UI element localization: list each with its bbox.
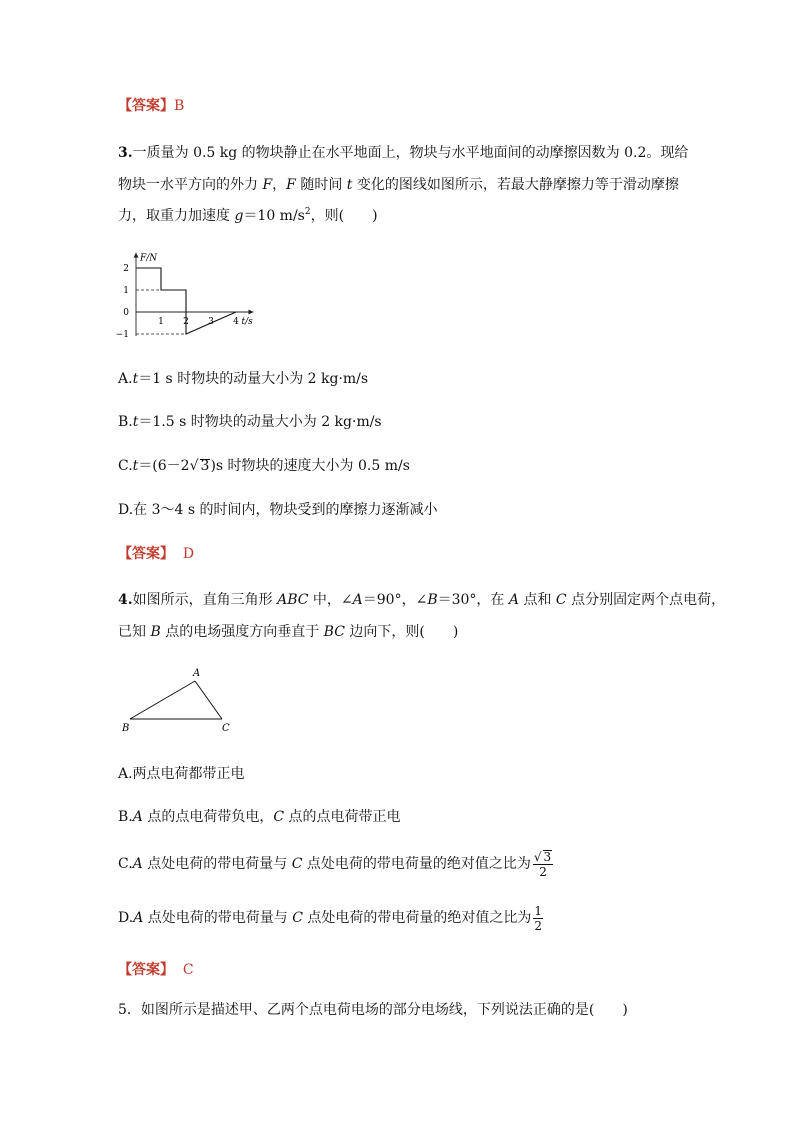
question-number: 4. [118,592,133,608]
answer-line-q3 [118,545,194,563]
y-axis-arrow [134,253,139,258]
option-letter: B. [118,414,133,430]
var-bc: BC [323,624,345,640]
sqrt-radicand: 3 [543,849,552,864]
stem-text: 已知 [118,624,151,640]
option-text: 点处电荷的带电荷量的绝对值之比为 [302,856,531,872]
vertex-label-c: C [222,723,230,734]
stem-text: ，则( ) [310,208,378,224]
stem-text: 点的电场强度方向垂直于 [160,624,324,640]
y-tick-label: 0 [123,308,129,318]
answer-value: B [174,98,185,114]
y-tick-label: 2 [123,264,129,274]
var-c: C [292,910,303,926]
option-text: ＝1 s 时物块的动量大小为 2 kg·m/s [138,371,369,387]
fraction-denominator: 2 [539,864,547,879]
option-text: 点处电荷的带电荷量与 [143,910,293,926]
var-a: A [352,592,363,608]
superscript: 2 [304,207,311,217]
stem-text: 一质量为 0.5 kg 的物块静止在水平地面上，物块与水平地面间的动摩擦因数为 0.2。现给 [132,145,689,161]
fraction-numerator: 1 [534,903,543,918]
var-a: A [133,910,144,926]
q3-option-b [118,413,382,431]
stem-text: ， [272,177,287,193]
x-tick-label: 2 [183,317,189,327]
var-F: F [262,177,273,193]
option-text: 点处电荷的带电荷量的绝对值之比为 [302,910,532,926]
sqrt-symbol: √ [189,458,199,474]
answer-line-q2 [118,97,184,115]
triangle-side-ac [195,681,222,719]
x-tick-label: 4 [233,317,239,327]
q4-option-b [118,808,401,826]
x-tick-label: 1 [158,317,164,327]
var-abc: ABC [277,592,309,608]
stem-text: 点和 [519,592,556,608]
fraction [533,904,543,933]
answer-label: 【答案】 [118,962,174,978]
option-text: 点处电荷的带电荷量与 [142,856,292,872]
y-axis-label: F/N [140,253,158,264]
force-series-line [136,268,236,334]
stem-text: ＝10 m/s [243,208,305,224]
triangle-abc-figure [118,664,248,736]
x-axis-label: t/s [241,317,253,327]
stem-text: 边向下，则( ) [344,624,459,640]
option-text: D.在 3～4 s 的时间内，物块受到的摩擦力逐渐减小 [118,502,438,518]
stem-text: ＝30°，在 [437,592,509,608]
var-b: B [427,592,438,608]
q4-option-d [118,903,543,933]
q4-option-a [118,765,245,783]
var-t: t [346,177,353,193]
var-g: g [234,208,244,224]
sqrt-radicand: 3 [200,458,210,474]
fraction [533,850,553,879]
var-c: C [555,592,567,608]
var-b: B [150,624,161,640]
stem-text: ＝90°，∠ [362,592,428,608]
stem-text: 点分别固定两个点电荷， [566,592,726,608]
option-text: 点的点电荷带负电， [142,809,274,825]
stem-text: 如图所示，直角三角形 [132,592,278,608]
var-t: t [132,371,139,387]
question-number: 3. [118,145,133,161]
stem-text: 物块一水平方向的外力 [118,177,263,193]
option-text: 点的点电荷带正电 [284,809,401,825]
x-axis-arrow [249,310,254,315]
q3-stem-line-1 [118,144,688,162]
y-tick-label: 1 [123,286,129,296]
option-text: ＝1.5 s 时物块的动量大小为 2 kg·m/s [138,414,382,430]
vertex-label-b: B [122,723,130,734]
y-tick-label: −1 [115,330,129,340]
stem-text: 5．如图所示是描述甲、乙两个点电荷电场的部分电场线，下列说法正确的是( ) [118,1002,628,1018]
option-text: )s 时物块的速度大小为 0.5 m/s [210,458,410,474]
var-t: t [132,414,139,430]
option-text: A.两点电荷都带正电 [118,766,245,782]
fraction-numerator: √ 3 [533,849,552,864]
q3-option-c [118,457,410,475]
q4-option-c [118,849,553,879]
option-text: ＝(6－2 [138,458,190,474]
option-letter: C. [118,856,133,872]
q3-stem-line-2 [118,176,679,194]
q4-stem-line-1 [118,591,725,609]
q5-stem [118,1001,628,1019]
q3-stem-line-3 [118,207,378,225]
triangle-side-ba [130,681,195,719]
stem-text: 中，∠ [308,592,353,608]
answer-line-q4 [118,961,194,979]
option-letter: D. [118,910,134,926]
var-F: F [286,177,296,193]
q4-stem-line-2 [118,623,458,641]
option-letter: A. [118,371,133,387]
var-c: C [273,809,285,825]
q3-option-a [118,370,368,388]
answer-label: 【答案】 [118,546,174,562]
x-tick-label: 3 [208,317,214,327]
option-letter: C. [118,458,133,474]
answer-value: D [182,546,195,562]
option-letter: B. [118,809,133,825]
vertex-label-a: A [193,668,201,679]
stem-text: 随时间 [295,177,347,193]
q3-option-d [118,501,438,519]
stem-text: 力，取重力加速度 [118,208,235,224]
force-time-chart [112,238,282,346]
var-a: A [132,809,143,825]
var-t: t [132,458,139,474]
fraction-denominator: 2 [534,918,543,933]
var-a: A [508,592,519,608]
var-c: C [291,856,303,872]
stem-text: 变化的图线如图所示，若最大静摩擦力等于滑动摩擦 [352,177,679,193]
answer-value: C [182,962,194,978]
answer-label: 【答案】 [118,98,174,114]
var-a: A [132,856,143,872]
